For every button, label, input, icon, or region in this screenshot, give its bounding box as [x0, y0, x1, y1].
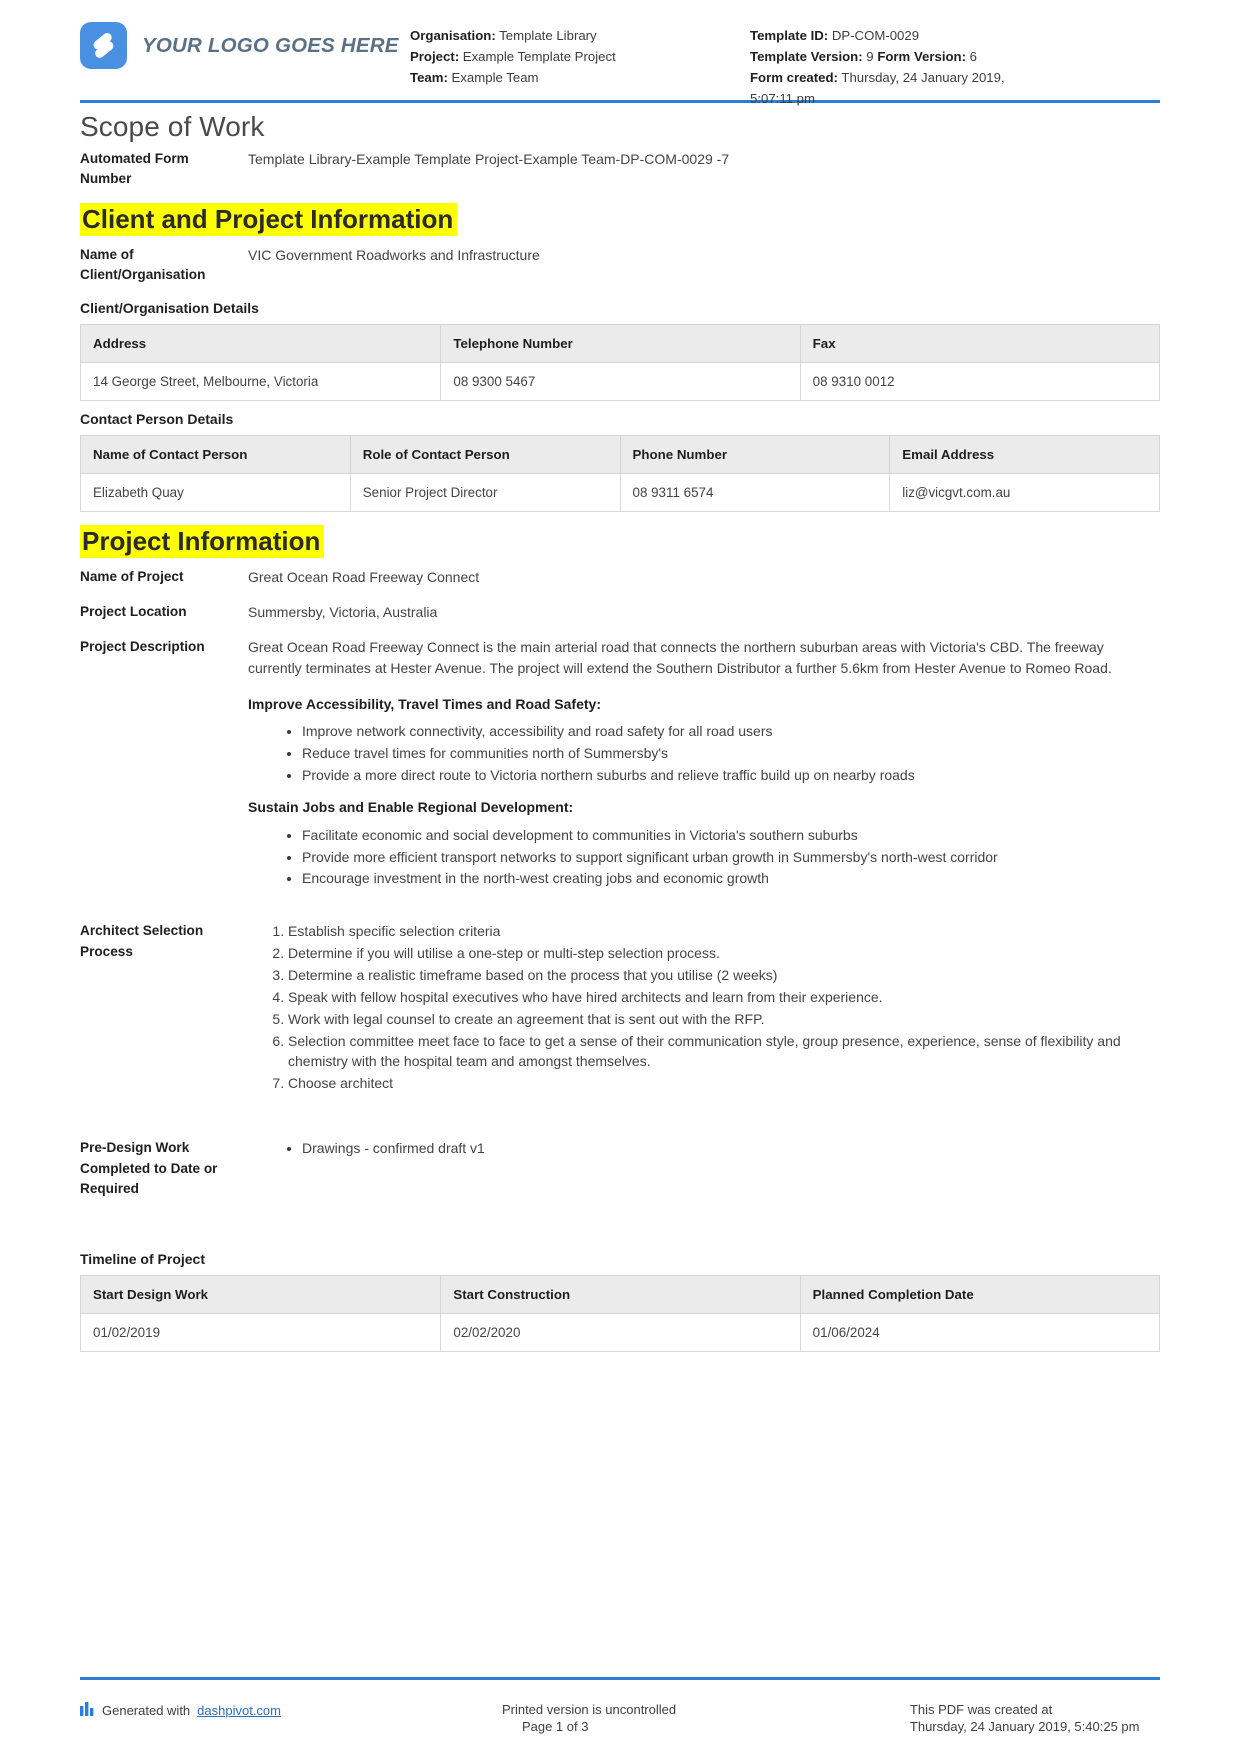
client-name-label: Name of Client/Organisation — [80, 246, 206, 283]
meta-team-value: Example Team — [451, 69, 539, 85]
field-project-description — [80, 637, 1160, 901]
contact-cell-role: Senior Project Director — [350, 473, 620, 511]
timeline-header-planned-completion: Planned Completion Date — [800, 1276, 1159, 1314]
footer-divider — [80, 1677, 1160, 1680]
meta-organisation — [410, 26, 750, 47]
field-automated-form-number — [80, 149, 1160, 190]
predesign-work-bullets — [248, 1138, 1160, 1159]
org-header-telephone: Telephone Number — [441, 324, 800, 362]
meta-form-version-label: Form Version: — [877, 48, 966, 64]
field-project-location — [80, 602, 1160, 623]
list-item: 2. Determine if you will utilise a one-step or multi-step selection process. — [288, 943, 1160, 964]
table-row — [81, 362, 1160, 400]
project-description-subhead-1: Improve Accessibility, Travel Times and Road Safety: — [248, 695, 601, 712]
list-item: 5. Work with legal counsel to create an agreement that is sent out with the RFP. — [288, 1009, 1160, 1030]
meta-template-version-value: 9 — [866, 48, 874, 64]
meta-template-id-label: Template ID: — [750, 28, 829, 43]
meta-organisation-value: Template Library — [499, 28, 597, 43]
architect-selection-value — [248, 921, 1160, 1106]
section-heading-client-project-text: Client and Project Information — [80, 203, 457, 236]
table-header-row — [81, 324, 1160, 362]
list-item: • Drawings - confirmed draft v1 — [302, 1138, 1160, 1159]
header-meta-right — [750, 22, 1050, 109]
field-client-name — [80, 245, 1160, 286]
org-details-table — [80, 324, 1160, 401]
meta-organisation-label: Organisation: — [410, 28, 496, 43]
architect-selection-steps — [248, 921, 1160, 1094]
field-architect-selection-process — [80, 921, 1160, 1106]
meta-project — [410, 47, 750, 68]
table-header-row — [81, 1276, 1160, 1314]
org-cell-fax: 08 9310 0012 — [800, 362, 1159, 400]
predesign-work-value — [248, 1138, 1160, 1160]
contact-header-role: Role of Contact Person — [350, 435, 620, 473]
bar-chart-icon — [80, 1702, 95, 1719]
timeline-header-start-design: Start Design Work — [81, 1276, 441, 1314]
org-cell-address: 14 George Street, Melbourne, Victoria — [81, 362, 441, 400]
contact-cell-phone: 08 9311 6574 — [620, 473, 890, 511]
timeline-cell-planned-completion: 01/06/2024 — [800, 1314, 1159, 1352]
org-header-address: Address — [81, 324, 441, 362]
list-item: • Facilitate economic and social development to communities in Victoria's southern suburbs — [302, 825, 1160, 846]
timeline-cell-start-construction: 02/02/2020 — [441, 1314, 800, 1352]
document-header — [80, 0, 1160, 106]
project-description-label: Project Description — [80, 639, 205, 655]
meta-template-version-label: Template Version: — [750, 48, 863, 64]
meta-form-created — [750, 68, 1050, 110]
contact-header-phone: Phone Number — [620, 435, 890, 473]
list-item: • Encourage investment in the north-west creating jobs and economic growth — [302, 868, 1160, 889]
meta-template-id-value: DP-COM-0029 — [831, 28, 920, 43]
contact-header-name: Name of Contact Person — [81, 435, 351, 473]
logo-text: YOUR LOGO GOES HERE — [142, 33, 399, 57]
meta-team-label: Team: — [410, 69, 448, 85]
project-location-label: Project Location — [80, 603, 187, 619]
client-name-value: VIC Government Roadworks and Infrastructure — [248, 246, 540, 263]
table-row — [81, 473, 1160, 511]
section-heading-project-information — [80, 526, 1160, 557]
meta-project-label: Project: — [410, 48, 460, 64]
list-item: 7. Choose architect — [288, 1073, 1160, 1094]
meta-form-version-value: 6 — [969, 48, 977, 64]
meta-versions — [750, 47, 1050, 68]
contact-header-email: Email Address — [890, 435, 1160, 473]
meta-team — [410, 68, 750, 89]
footer-generated-prefix: Generated with — [102, 1703, 191, 1718]
automated-form-number-label: Automated Form Number — [80, 151, 189, 187]
timeline-header-start-construction: Start Construction — [441, 1276, 800, 1314]
section-heading-client-project — [80, 204, 1160, 235]
list-item: 6. Selection committee meet face to face to get a sense of their communication style, group presence, experience, sense of flexibility and chemistry with the hospital team and amongst themselves. — [288, 1031, 1160, 1073]
timeline-cell-start-design: 01/02/2019 — [81, 1314, 441, 1352]
field-predesign-work — [80, 1138, 1160, 1199]
predesign-work-label: Pre-Design Work Completed to Date or Required — [80, 1140, 218, 1196]
automated-form-number-value: Template Library-Example Template Project-Example Team-DP-COM-0029 -7 — [248, 151, 730, 167]
field-project-name — [80, 567, 1160, 588]
document-footer — [80, 1702, 1160, 1734]
footer-printed-notice: Printed version is uncontrolled — [501, 1702, 677, 1717]
list-item: • Provide more efficient transport networks to support significant urban growth in Summersby's north-west corridor — [302, 847, 1160, 868]
list-item: 4. Speak with fellow hospital executives who have hired architects and learn from their experience. — [288, 987, 1160, 1008]
footer-print-notice — [440, 1702, 862, 1734]
org-header-fax: Fax — [800, 324, 1159, 362]
contact-details-table — [80, 435, 1160, 512]
org-cell-telephone: 08 9300 5467 — [441, 362, 800, 400]
project-description-bullets-2 — [248, 825, 1160, 890]
header-meta-left — [410, 22, 750, 89]
list-item: 1. Establish specific selection criteria — [288, 921, 1160, 942]
footer-page-number: Page 1 of 3 — [521, 1719, 589, 1734]
list-item: 3. Determine a realistic timeframe based on the process that you utilise (2 weeks) — [288, 965, 1160, 986]
table-header-row — [81, 435, 1160, 473]
company-logo-icon — [80, 22, 127, 69]
contact-details-caption: Contact Person Details — [80, 410, 234, 427]
page-title: Scope of Work — [80, 111, 265, 142]
list-item: • Improve network connectivity, accessibility and road safety for all road users — [302, 721, 1160, 742]
architect-selection-label: Architect Selection Process — [80, 923, 204, 959]
footer-created-timestamp: Thursday, 24 January 2019, 5:40:25 pm — [909, 1719, 1140, 1734]
org-details-caption: Client/Organisation Details — [80, 299, 259, 316]
meta-form-created-label: Form created: — [750, 69, 838, 85]
dashpivot-link[interactable]: dashpivot.com — [197, 1703, 281, 1718]
contact-cell-name: Elizabeth Quay — [81, 473, 351, 511]
project-name-value: Great Ocean Road Freeway Connect — [248, 568, 480, 585]
project-location-value: Summersby, Victoria, Australia — [248, 603, 438, 620]
timeline-table — [80, 1275, 1160, 1352]
project-name-label: Name of Project — [80, 568, 184, 584]
list-item: • Reduce travel times for communities north of Summersby's — [302, 743, 1160, 764]
meta-project-value: Example Template Project — [462, 48, 616, 64]
logo-block — [80, 22, 410, 69]
timeline-caption: Timeline of Project — [80, 1251, 205, 1268]
meta-template-id — [750, 26, 1050, 47]
footer-created-notice: This PDF was created at — [909, 1702, 1053, 1717]
project-description-bullets-1 — [248, 721, 1160, 786]
section-heading-project-information-text: Project Information — [80, 525, 324, 558]
contact-cell-email: liz@vicgvt.com.au — [890, 473, 1160, 511]
footer-created-info — [862, 1702, 1240, 1734]
table-row — [81, 1314, 1160, 1352]
footer-generated-with — [80, 1702, 440, 1719]
project-description-paragraph: Great Ocean Road Freeway Connect is the main arterial road that connects the northern suburban areas with Victoria's CBD. The freeway currently terminates at Hester Avenue. The project will extend the Southern Distributor a further 5.6km from Hester Avenue to Romeo Road. — [248, 639, 1112, 677]
project-description-value — [248, 637, 1160, 901]
meta-form-created-value: Thursday, 24 January 2019, 5:07:11 pm — [750, 69, 1005, 106]
project-description-subhead-2: Sustain Jobs and Enable Regional Development: — [248, 799, 574, 816]
list-item: • Provide a more direct route to Victoria northern suburbs and relieve traffic build up on nearby roads — [302, 765, 1160, 786]
